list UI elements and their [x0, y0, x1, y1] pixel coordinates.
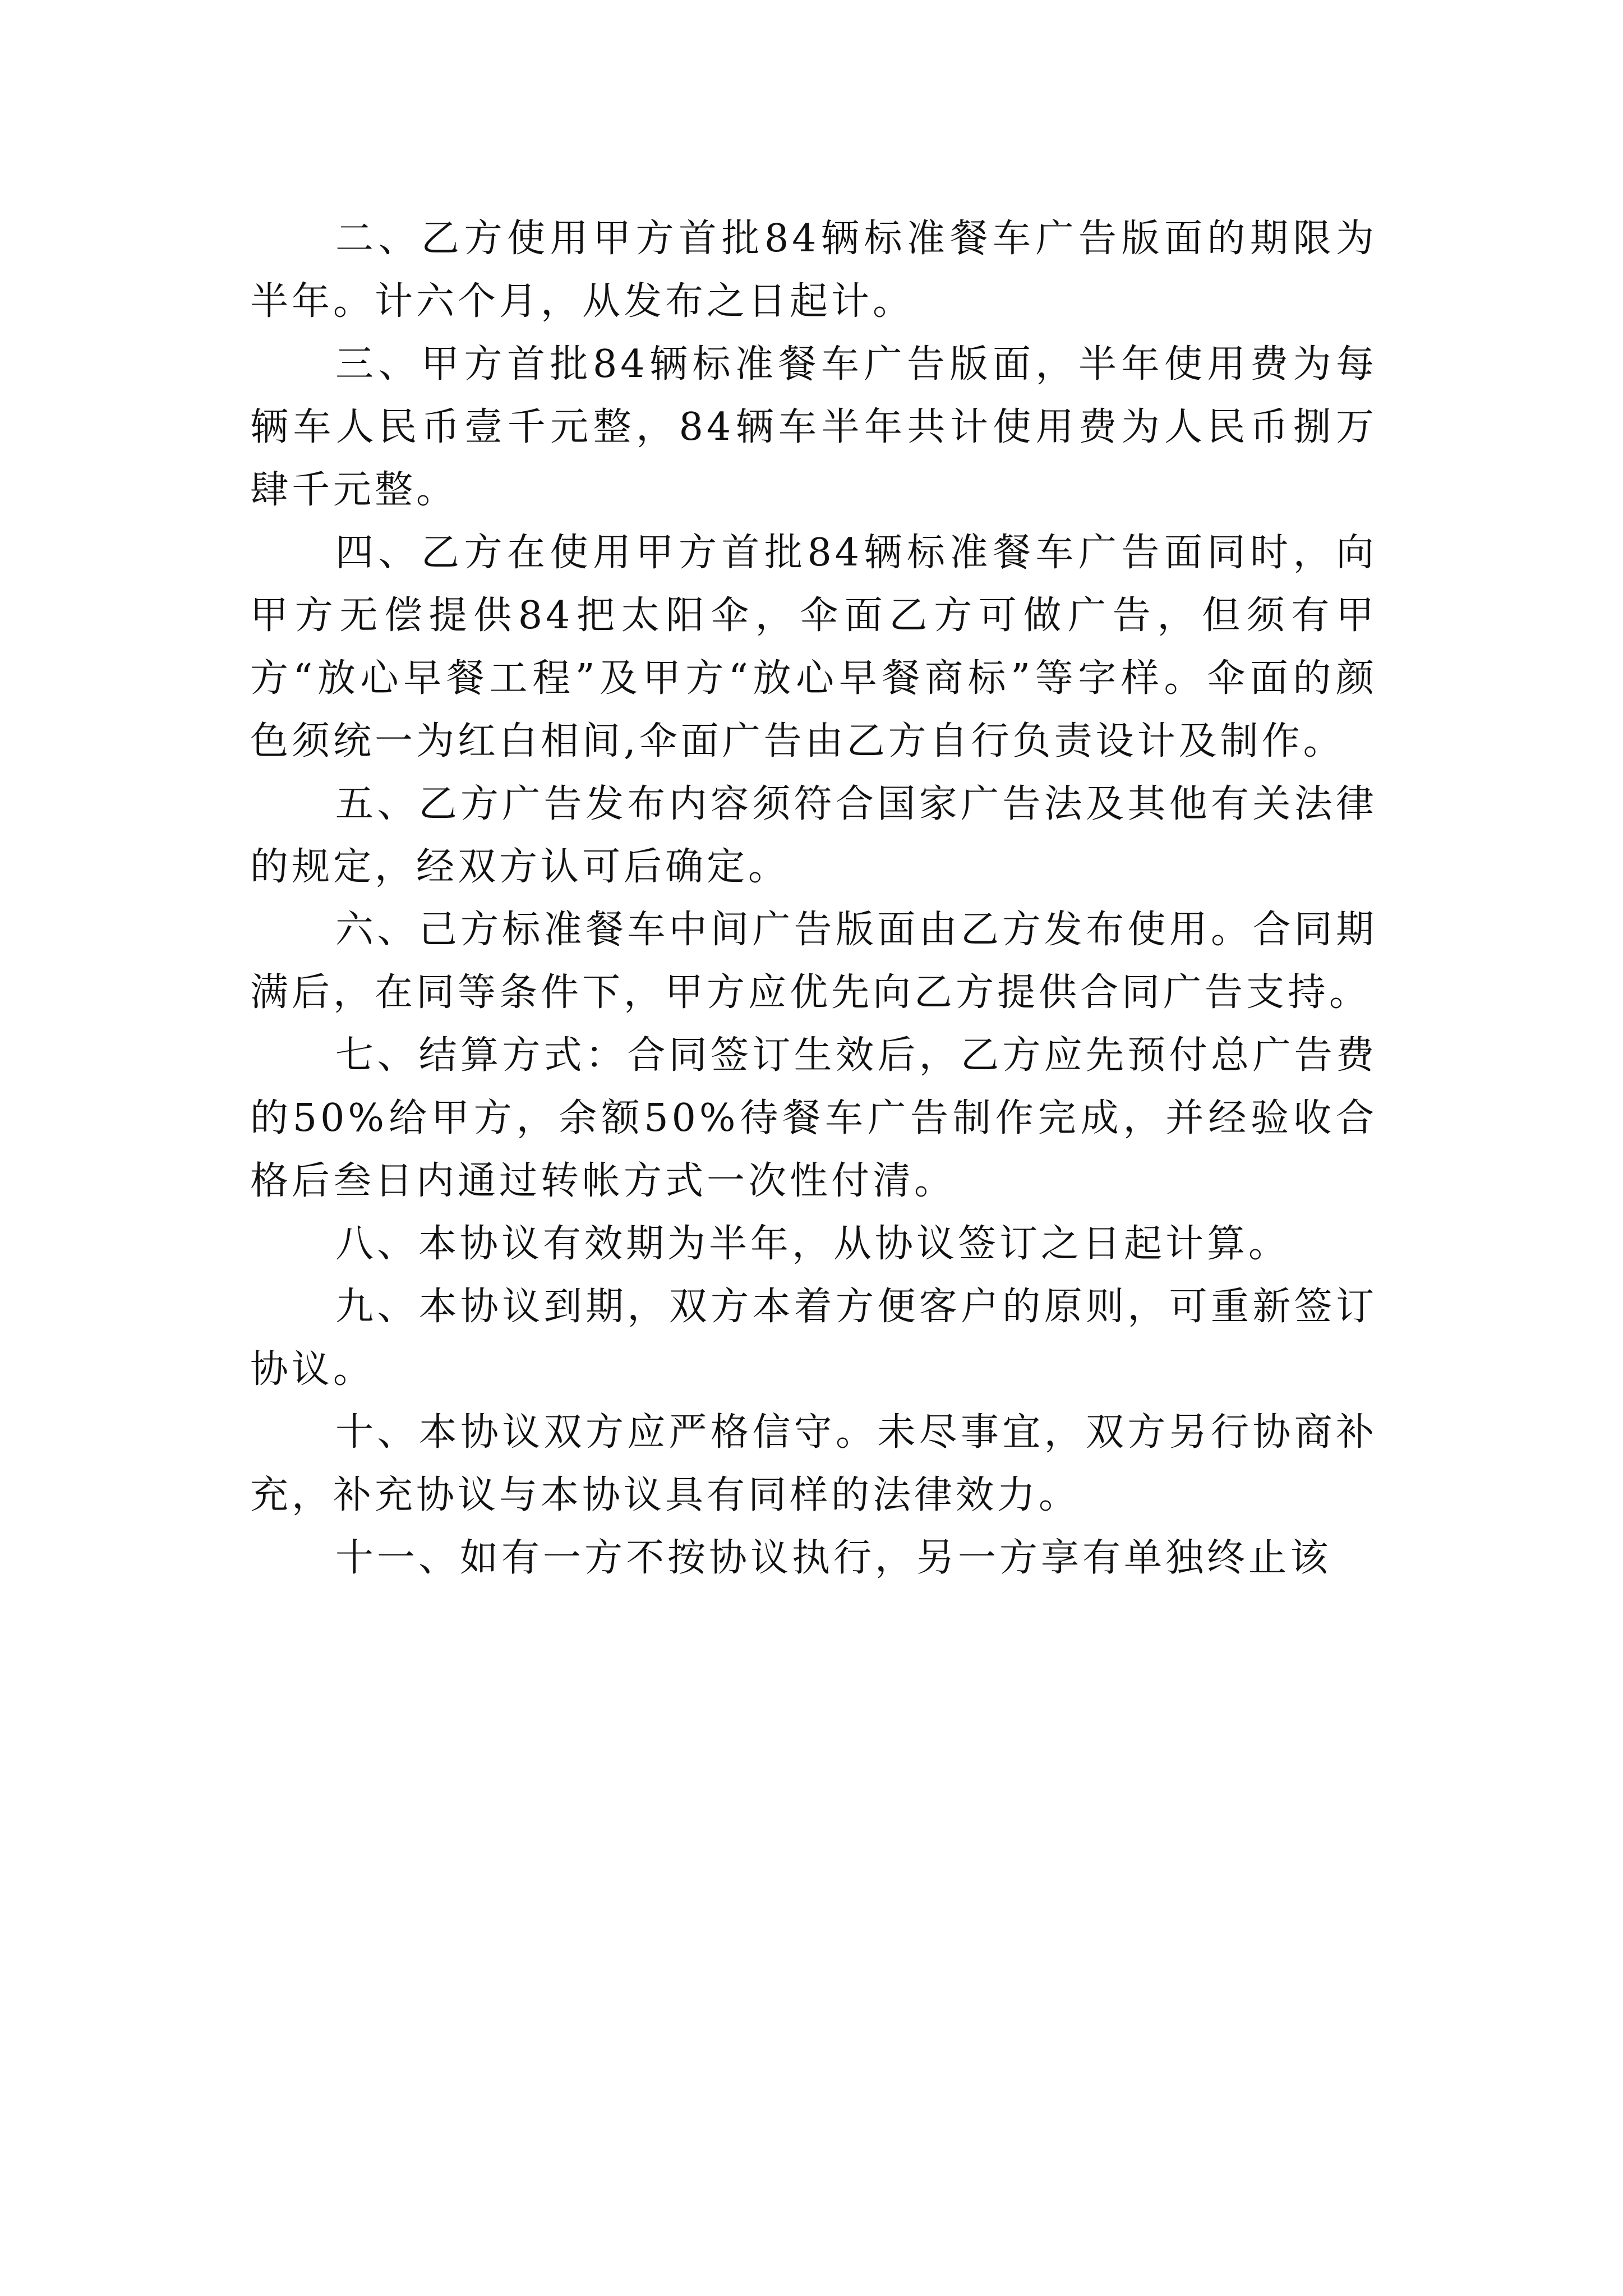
clause-6: 六、己方标准餐车中间广告版面由乙方发布使用。合同期满后，在同等条件下，甲方应优先向乙方提供合同广告支持。 — [250, 908, 1377, 1015]
document-body — [250, 208, 1377, 1590]
clause-9: 九、本协议到期，双方本着方便客户的原则，可重新签订协议。 — [250, 1285, 1377, 1392]
clause-5: 五、乙方广告发布内容须符合国家广告法及其他有关法律的规定，经双方认可后确定。 — [250, 782, 1377, 889]
clause-10: 十、本协议双方应严格信守。未尽事宜，双方另行协商补充，补充协议与本协议具有同样的法律效力。 — [250, 1410, 1377, 1517]
clause-11: 十一、如有一方不按协议执行，另一方享有单独终止该 — [335, 1536, 1332, 1580]
clause-3: 三、甲方首批84辆标准餐车广告版面，半年使用费为每辆车人民币壹千元整，84辆车半年共计使用费为人民币捌万肆千元整。 — [250, 342, 1377, 512]
clause-8: 八、本协议有效期为半年，从协议签订之日起计算。 — [335, 1222, 1290, 1266]
clause-7: 七、结算方式：合同签订生效后，乙方应先预付总广告费的50%给甲方，余额50%待餐车广告制作完成，并经验收合格后叁日内通过转帐方式一次性付清。 — [250, 1033, 1377, 1203]
clause-4: 四、乙方在使用甲方首批84辆标准餐车广告面同时，向甲方无偿提供84把太阳伞，伞面乙方可做广告，但须有甲方“放心早餐工程”及甲方“放心早餐商标”等字样。伞面的颜色须统一为红白相间,伞面广告由乙方自行负责设计及制作。 — [250, 531, 1377, 763]
clause-2: 二、乙方使用甲方首批84辆标准餐车广告版面的期限为半年。计六个月，从发布之日起计。 — [250, 217, 1377, 324]
